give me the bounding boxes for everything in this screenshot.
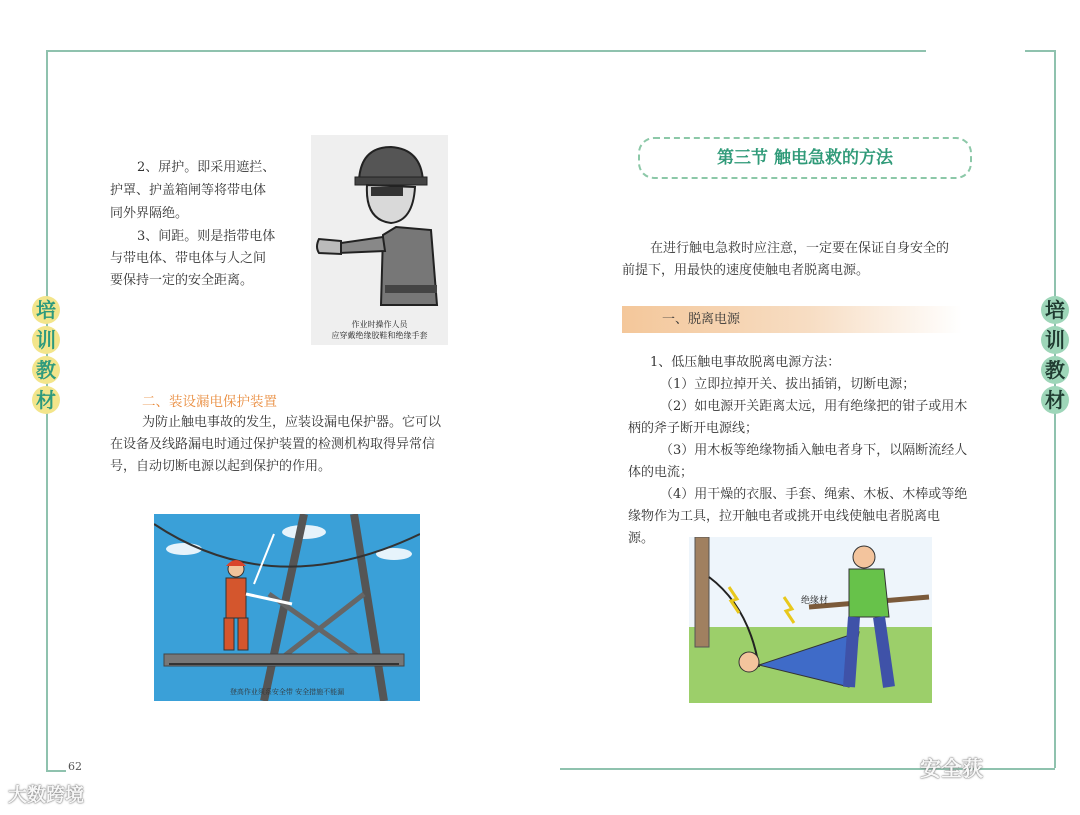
page-number: 62 <box>68 760 82 773</box>
body-line: 护罩、护盖箱闸等将带电体 <box>110 183 267 198</box>
side-tab-char: 教 <box>32 356 60 384</box>
figure-caption: 登高作业须系安全带 安全措施不能漏 <box>229 688 345 696</box>
side-tab-char: 材 <box>32 386 60 414</box>
page-frame-bottom-left <box>46 770 66 772</box>
caption-line: 作业时操作人员 <box>351 320 408 329</box>
watermark-text: 安全荻 <box>920 757 983 781</box>
body-line: 3、间距。则是指带电体 <box>137 229 276 244</box>
body-line: 源。 <box>628 531 655 546</box>
watermark-text: 大数跨境 <box>8 784 85 806</box>
section-title: 第三节 触电急救的方法 <box>717 148 893 168</box>
left-side-tab <box>32 296 60 416</box>
tower-worker-illustration <box>154 514 420 701</box>
subheading: 一、脱离电源 <box>662 312 741 327</box>
body-line: 同外界隔绝。 <box>110 206 189 221</box>
page-frame-top-right <box>1025 50 1055 52</box>
figure-label: 绝缘材 <box>801 596 829 606</box>
side-tab-char: 材 <box>1041 386 1069 414</box>
body-line: （4）用干燥的衣服、手套、绳索、木板、木棒或等绝 <box>660 487 968 502</box>
body-line: （1）立即拉掉开关、拔出插销，切断电源； <box>660 377 916 392</box>
side-tab-char: 培 <box>32 296 60 324</box>
body-line: 为防止触电事故的发生，应装设漏电保护器。它可以 <box>142 415 442 430</box>
section-title-box <box>638 137 972 179</box>
side-tab-char: 训 <box>1041 326 1069 354</box>
watermark-left <box>8 780 84 807</box>
body-line: 要保持一定的安全距离。 <box>110 273 254 288</box>
tower-drawing <box>154 514 420 701</box>
figure-caption <box>311 319 448 341</box>
section-heading: 二、装设漏电保护装置 <box>142 394 277 410</box>
rescue-drawing <box>689 537 932 703</box>
worker-drawing <box>311 135 448 320</box>
side-tab-char: 训 <box>32 326 60 354</box>
subheading-band <box>622 306 962 333</box>
rescue-illustration <box>689 537 932 703</box>
body-line: （3）用木板等绝缘物插入触电者身下，以隔断流经人 <box>660 443 968 458</box>
watermark-right <box>920 753 983 783</box>
body-line: 缘物作为工具，拉开触电者或挑开电线使触电者脱离电 <box>628 509 941 524</box>
body-line: 柄的斧子断开电源线； <box>628 421 759 436</box>
side-tab-char: 培 <box>1041 296 1069 324</box>
page-frame-top <box>46 50 926 52</box>
body-line: 与带电体、带电体与人之间 <box>110 251 267 266</box>
body-line: 号，自动切断电源以起到保护的作用。 <box>110 459 332 474</box>
side-tab-char: 教 <box>1041 356 1069 384</box>
body-line: 2、屏护。即采用遮拦、 <box>137 160 276 175</box>
body-line: 体的电流； <box>628 465 694 480</box>
body-line: （2）如电源开关距离太远，用有绝缘把的钳子或用木 <box>660 399 968 414</box>
body-line: 前提下，用最快的速度使触电者脱离电源。 <box>622 263 870 278</box>
right-side-tab <box>1041 296 1069 416</box>
worker-illustration <box>311 135 448 345</box>
body-line: 在设备及线路漏电时通过保护装置的检测机构取得异常信 <box>110 437 436 452</box>
body-line: 1、低压触电事故脱离电源方法： <box>650 355 841 370</box>
caption-line: 应穿戴绝缘胶鞋和绝缘手套 <box>331 331 428 340</box>
body-line: 在进行触电急救时应注意，一定要在保证自身安全的 <box>650 241 950 256</box>
